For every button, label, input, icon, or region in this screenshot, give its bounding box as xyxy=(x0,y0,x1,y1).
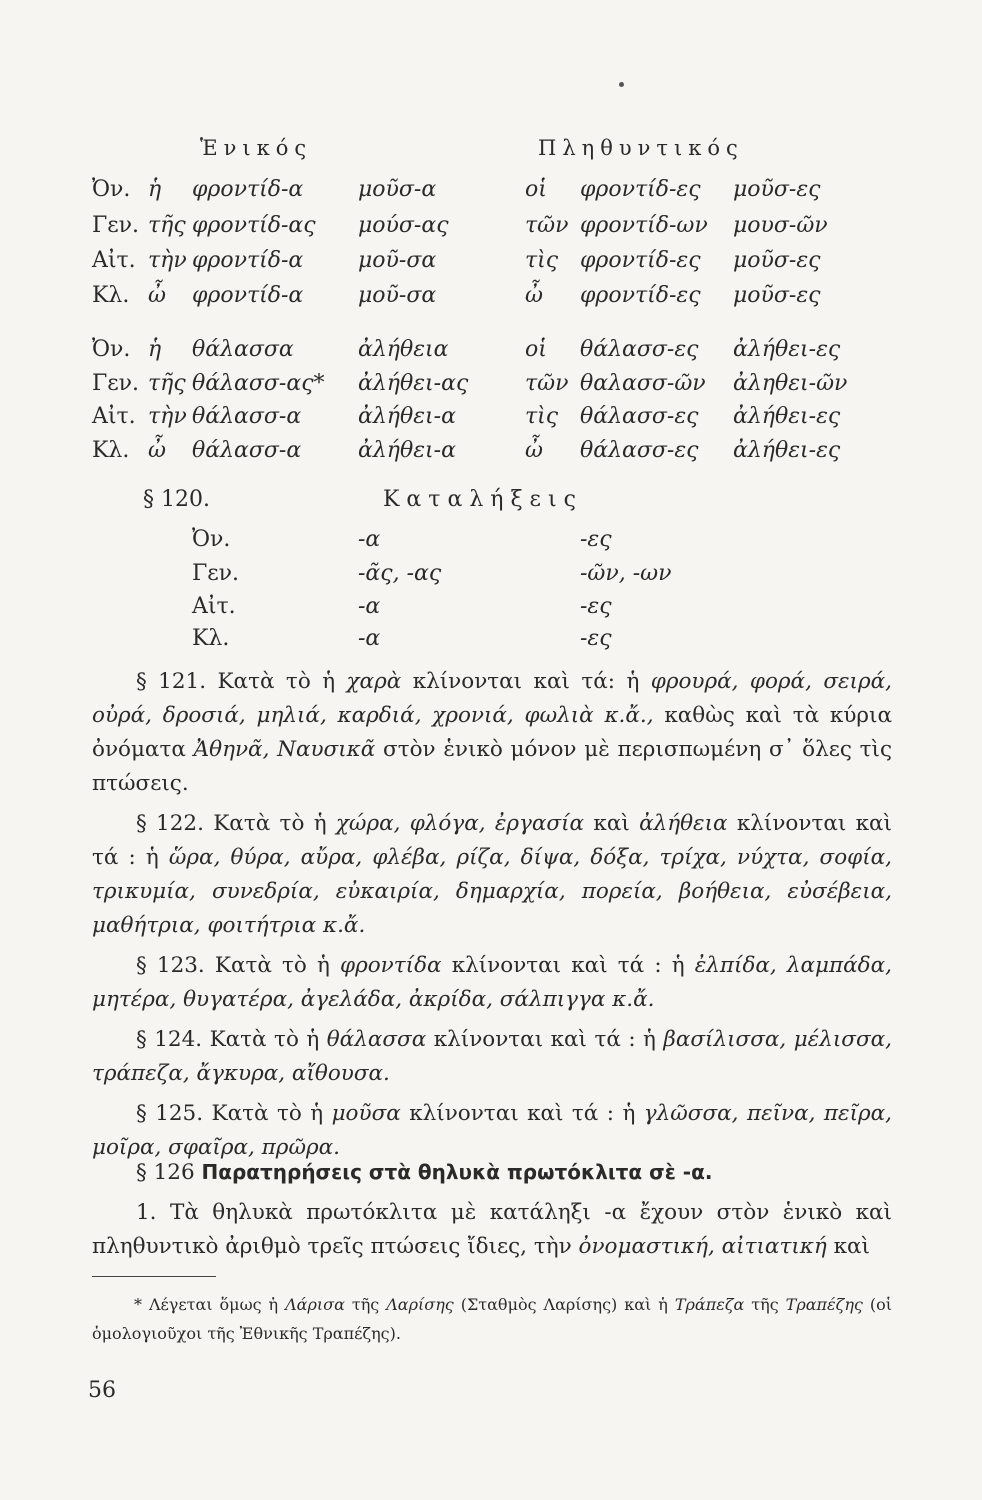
noun-form: ἀληθει-ῶν xyxy=(733,371,848,396)
body-text: κλίνονται καὶ τά : ἡ xyxy=(433,1027,656,1052)
noun-form: φροντίδ-ας xyxy=(192,213,316,238)
body-text: κλίνονται καὶ τά : ἡ xyxy=(92,811,892,870)
noun-form: θάλασσ-ες xyxy=(580,404,699,429)
article: τῆς xyxy=(148,213,186,238)
paragraph-124 xyxy=(92,1023,892,1091)
singular-ending: -α xyxy=(358,594,381,619)
noun-form: φροντίδ-ων xyxy=(580,213,708,238)
noun-form: μοῦσ-ες xyxy=(733,248,821,273)
article: ὦ xyxy=(525,283,543,308)
article: τὶς xyxy=(525,248,559,273)
article: τῶν xyxy=(525,213,569,238)
noun-form: θάλασσ-ες xyxy=(580,438,699,463)
case-label: Ὀν. xyxy=(192,527,231,552)
noun-form: φροντίδ-ες xyxy=(580,283,701,308)
footnote xyxy=(92,1290,892,1348)
footnote-text: τῆς xyxy=(751,1295,779,1314)
noun-form: μούσ-ας xyxy=(358,213,449,238)
body-text: Κατὰ τὸ ἡ xyxy=(213,811,327,836)
case-label: Ὀν. xyxy=(92,177,131,202)
endings-row xyxy=(0,527,982,557)
table-row xyxy=(0,371,982,401)
noun-form: μοῦσ-ες xyxy=(733,283,821,308)
noun-form: φροντίδ-α xyxy=(192,177,304,202)
endings-row xyxy=(0,561,982,591)
noun-form: ἀλήθεια xyxy=(358,337,449,362)
body-text: Κατὰ τὸ ἡ xyxy=(209,1027,320,1052)
noun-form: φροντίδ-ες xyxy=(580,177,701,202)
noun-form: μοῦ-σα xyxy=(358,248,437,273)
noun-form: θάλασσ-ας* xyxy=(192,371,325,396)
article: τῶν xyxy=(525,371,569,396)
noun-form: φροντίδ-α xyxy=(192,283,304,308)
footnote-example: Τράπεζα xyxy=(674,1295,745,1314)
case-label: Αἰτ. xyxy=(92,404,136,429)
paragraph-122 xyxy=(92,807,892,943)
body-text: κλίνονται καὶ τά: ἡ xyxy=(412,669,640,694)
noun-form: θαλασσ-ῶν xyxy=(580,371,706,396)
endings-row xyxy=(0,626,982,656)
noun-form: ἀλήθει-ες xyxy=(733,404,841,429)
plural-ending: -ες xyxy=(580,594,612,619)
noun-form: θάλασσ-ες xyxy=(580,337,699,362)
case-label: Γεν. xyxy=(92,371,140,396)
paragraph-126-body xyxy=(92,1196,892,1264)
article: τὶς xyxy=(525,404,559,429)
paragraph-126 xyxy=(92,1155,892,1264)
noun-form: μοῦ-σα xyxy=(358,283,437,308)
footnote-example: Λάρισα xyxy=(285,1295,345,1314)
example-list: βασίλισσα, μέλισσα, τράπεζα, ἄγκυρα, αἴθουσα. xyxy=(92,1027,892,1086)
example-word: χαρὰ xyxy=(346,669,402,694)
case-label: Αἰτ. xyxy=(192,594,236,619)
noun-form: θάλασσα xyxy=(192,337,294,362)
page-number: 56 xyxy=(88,1378,116,1403)
case-label: Γεν. xyxy=(192,561,240,586)
noun-form: ἀλήθει-α xyxy=(358,404,456,429)
singular-ending: -α xyxy=(358,626,381,651)
noun-form: ἀλήθει-ες xyxy=(733,337,841,362)
table-row xyxy=(0,337,982,367)
footnote-text: τῆς xyxy=(351,1295,380,1314)
body-text: Κατὰ τὸ ἡ xyxy=(217,669,336,694)
paragraphs-121-125 xyxy=(92,665,892,1165)
noun-form: μουσ-ῶν xyxy=(733,213,828,238)
plural-ending: -ες xyxy=(580,527,612,552)
article: ἡ xyxy=(148,177,162,202)
noun-form: ἀλήθει-ες xyxy=(733,438,841,463)
footnote-example: Τραπέζης xyxy=(785,1295,863,1314)
section-heading: Παρατηρήσεις στὰ θηλυκὰ πρωτόκλιτα σὲ -α. xyxy=(201,1160,713,1184)
case-label: Αἰτ. xyxy=(92,248,136,273)
noun-form: μοῦσ-ες xyxy=(733,177,821,202)
paragraph-126-heading xyxy=(92,1155,892,1190)
footnote-text: (οἱ ὁμολογιοῦχοι τῆς Ἐθνικῆς Τραπέζης). xyxy=(92,1295,892,1343)
example-list: φρουρά, φορά, σειρά, οὐρά, δροσιά, μηλιά, καρδιά, χρονιά, φωλιὰ κ.ἄ., xyxy=(92,669,892,728)
ink-dot xyxy=(619,82,624,87)
body-text: Κατὰ τὸ ἡ xyxy=(214,953,330,978)
example-word: φροντίδα xyxy=(340,953,442,978)
article: ὦ xyxy=(525,438,543,463)
noun-form: ἀλήθει-ας xyxy=(358,371,469,396)
table-row xyxy=(0,283,982,313)
article: οἱ xyxy=(525,177,547,202)
body-text: καὶ xyxy=(833,1234,870,1259)
footnote-divider xyxy=(92,1276,216,1277)
body-text: καὶ xyxy=(593,811,630,836)
header-singular: Ἑνικός xyxy=(200,136,313,160)
plural-ending: -ες xyxy=(580,626,612,651)
example-word: θάλασσα xyxy=(326,1027,427,1052)
noun-form: μοῦσ-α xyxy=(358,177,437,202)
noun-form: ἀλήθει-α xyxy=(358,438,456,463)
noun-form: θάλασσ-α xyxy=(192,404,302,429)
section-number: § 125. xyxy=(136,1101,204,1126)
footnote-text: (Σταθμὸς Λαρίσης) καὶ ἡ xyxy=(460,1295,668,1314)
section-title: Καταλήξεις xyxy=(383,487,583,512)
singular-ending: -α xyxy=(358,527,381,552)
noun-form: φροντίδ-ες xyxy=(580,248,701,273)
noun-form: φροντίδ-α xyxy=(192,248,304,273)
article: τῆς xyxy=(148,371,186,396)
table-row xyxy=(0,213,982,243)
example-word: μοῦσα xyxy=(331,1101,401,1126)
plural-ending: -ῶν, -ων xyxy=(580,561,672,586)
section-number: § 126 xyxy=(136,1160,195,1185)
section-number: § 124. xyxy=(136,1027,203,1052)
header-plural: Πληθυντικός xyxy=(538,136,744,160)
article: ἡ xyxy=(148,337,162,362)
footnote-text: * Λέγεται ὅμως ἡ xyxy=(134,1295,279,1314)
article: τὴν xyxy=(148,404,187,429)
section-number: § 122. xyxy=(136,811,204,836)
body-text: στὸν ἑνικὸ μόνον μὲ περισπωμένη σ᾿ ὅλες τὶς πτώσεις. xyxy=(92,737,892,796)
footnote-example: Λαρίσης xyxy=(386,1295,454,1314)
case-label: Κλ. xyxy=(92,283,130,308)
paragraph-123 xyxy=(92,949,892,1017)
body-text: Κατὰ τὸ ἡ xyxy=(211,1101,324,1126)
example-list: ὀνομαστική, αἰτιατική xyxy=(578,1234,827,1259)
body-text: καθὼς καὶ τὰ κύρια ὀνόματα xyxy=(92,703,892,762)
body-text: 1. Τὰ θηλυκὰ πρωτόκλιτα μὲ κατάληξι -α ἔχουν στὸν ἑνικὸ καὶ πληθυντικὸ ἀριθμὸ τρεῖς πτώσεις ἴδιες, τὴν xyxy=(92,1200,892,1259)
case-label: Γεν. xyxy=(92,213,140,238)
example-list: ἐλπίδα, λαμπάδα, μητέρα, θυγατέρα, ἀγελάδα, ἀκρίδα, σάλπιγγα κ.ἄ. xyxy=(92,953,892,1012)
section-number: § 120. xyxy=(143,487,210,512)
example-list: Ἀθηνᾶ, Ναυσικᾶ xyxy=(193,737,376,762)
section-number: § 123. xyxy=(136,953,205,978)
body-text: κλίνονται καὶ τά : ἡ xyxy=(451,953,685,978)
example-list: χώρα, φλόγα, ἐργασία xyxy=(335,811,585,836)
example-list: ὥρα, θύρα, αὔρα, φλέβα, ρίζα, δίψα, δόξα, τρίχα, νύχτα, σοφία, τρικυμία, συνεδρία, εὐκαιρία, δημαρχία, πορεία, βοήθεια, εὐσέβεια, μαθήτρια, φοιτήτρια κ.ἄ. xyxy=(92,845,892,938)
case-label: Ὀν. xyxy=(92,337,131,362)
article: ὦ xyxy=(148,283,166,308)
article: τὴν xyxy=(148,248,187,273)
paragraph-121 xyxy=(92,665,892,801)
table-row xyxy=(0,177,982,207)
case-label: Κλ. xyxy=(192,626,230,651)
noun-form: θάλασσ-α xyxy=(192,438,302,463)
endings-row xyxy=(0,594,982,624)
table-row xyxy=(0,248,982,278)
example-list: γλῶσσα, πεῖνα, πεῖρα, μοῖρα, σφαῖρα, πρῶρα. xyxy=(92,1101,893,1160)
body-text: κλίνονται καὶ τά : ἡ xyxy=(409,1101,636,1126)
singular-ending: -ᾶς, -ας xyxy=(358,561,442,586)
table-row xyxy=(0,438,982,468)
table-row xyxy=(0,404,982,434)
article: οἱ xyxy=(525,337,547,362)
example-word: ἀλήθεια xyxy=(639,811,728,836)
case-label: Κλ. xyxy=(92,438,130,463)
section-number: § 121. xyxy=(136,669,207,694)
article: ὦ xyxy=(148,438,166,463)
